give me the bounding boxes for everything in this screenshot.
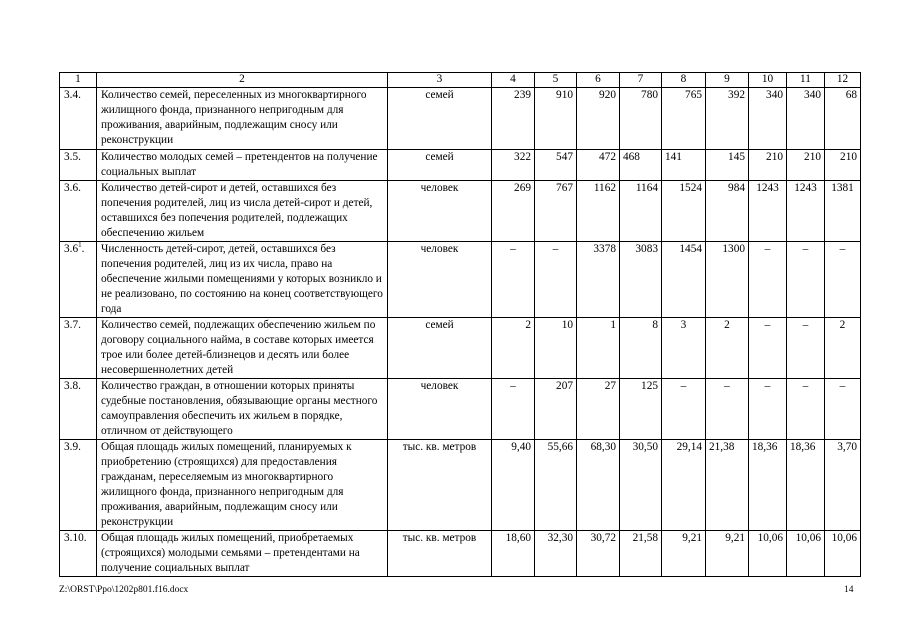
column-header: 9 [706,73,749,88]
row-number [60,318,97,379]
row-value: 1300 [706,242,749,318]
row-value: 767 [535,181,577,242]
row-value: 27 [577,379,620,440]
row-value: 392 [706,88,749,150]
row-unit: человек [388,242,492,318]
row-number-text: 3.9. [64,441,81,453]
row-value: 920 [577,88,620,150]
row-number [60,181,97,242]
row-value: – [787,242,825,318]
row-value: – [825,242,861,318]
table-row [60,181,861,242]
row-value: 3083 [620,242,662,318]
column-header: 10 [749,73,787,88]
row-value: 765 [662,88,706,150]
row-description: Количество граждан, в отношении которых приняты судебные постановления, обязывающие органы местного самоуправления обеспечить их жильем в порядке, отличном от действующего [97,379,388,440]
row-value: 21,38 [706,440,749,531]
row-value: 984 [706,181,749,242]
table-row [60,150,861,181]
column-header: 2 [97,73,388,88]
row-unit: семей [388,150,492,181]
row-value: – [492,242,535,318]
row-value: 547 [535,150,577,181]
row-value: 340 [749,88,787,150]
row-value: 1381 [825,181,861,242]
row-value: 30,50 [620,440,662,531]
row-value: – [749,242,787,318]
row-value: 468 [620,150,662,181]
row-description: Количество семей, переселенных из многоквартирного жилищного фонда, признанного непригодным для проживания, аварийным, подлежащим сносу или реконструкции [97,88,388,150]
table-row [60,531,861,577]
row-value: 30,72 [577,531,620,577]
row-value: 18,36 [749,440,787,531]
row-value: 780 [620,88,662,150]
footer-page-number: 14 [844,585,854,595]
row-value: 9,21 [662,531,706,577]
row-number-text: 3.6 [64,243,79,255]
row-value: 3378 [577,242,620,318]
row-value: – [787,318,825,379]
row-value: 2 [706,318,749,379]
row-value: 1243 [749,181,787,242]
row-value: – [749,379,787,440]
column-header: 6 [577,73,620,88]
row-number [60,88,97,150]
row-number [60,379,97,440]
row-value: – [825,379,861,440]
row-value: 21,58 [620,531,662,577]
row-value: 10,06 [825,531,861,577]
row-value: 10,06 [787,531,825,577]
row-unit: человек [388,181,492,242]
row-value: 207 [535,379,577,440]
row-value: 141 [662,150,706,181]
row-description: Общая площадь жилых помещений, планируемых к приобретению (строящихся) для предоставления гражданам, переселяемым из многоквартирного жилищного фонда, признанного непригодным для проживания, аварийным, подлежащим сносу или реконструкции [97,440,388,531]
row-value: – [535,242,577,318]
row-description: Количество молодых семей – претендентов на получение социальных выплат [97,150,388,181]
row-value: 18,36 [787,440,825,531]
row-value: 145 [706,150,749,181]
row-value: 2 [492,318,535,379]
row-value: 1164 [620,181,662,242]
row-number-tail: . [81,243,85,255]
row-value: 68 [825,88,861,150]
row-unit: тыс. кв. метров [388,531,492,577]
data-table [59,72,861,577]
row-value: 1524 [662,181,706,242]
row-description: Общая площадь жилых помещений, приобретаемых (строящихся) молодыми семьями – претендентами на получение социальных выплат [97,531,388,577]
row-value: 340 [787,88,825,150]
row-value: 68,30 [577,440,620,531]
column-header: 4 [492,73,535,88]
row-value: 1 [577,318,620,379]
column-header: 7 [620,73,662,88]
row-value: – [787,379,825,440]
table-header-row [60,73,861,88]
row-number-text: 3.4. [64,89,81,101]
row-number-text: 3.10. [64,532,87,544]
row-value: 322 [492,150,535,181]
row-value: 472 [577,150,620,181]
row-number-text: 3.7. [64,319,81,331]
row-value: 210 [749,150,787,181]
row-unit: тыс. кв. метров [388,440,492,531]
row-value: 210 [825,150,861,181]
row-value: 9,21 [706,531,749,577]
row-value: 2 [825,318,861,379]
row-number-text: 3.6. [64,182,81,194]
table-row [60,440,861,531]
row-value: 910 [535,88,577,150]
row-number [60,150,97,181]
row-number-text: 3.5. [64,151,81,163]
row-value: 32,30 [535,531,577,577]
table-row [60,318,861,379]
row-value: 55,66 [535,440,577,531]
row-value: 1454 [662,242,706,318]
row-value: 1243 [787,181,825,242]
row-value: 1162 [577,181,620,242]
row-value: 210 [787,150,825,181]
row-number-superscript: 1 [78,241,82,250]
row-value: 3 [662,318,706,379]
row-value: 18,60 [492,531,535,577]
row-description: Численность детей-сирот, детей, оставшихся без попечения родителей, лиц из их числа, право на обеспечение жилыми помещениями у которых возникло и не реализовано, по состоянию на конец соответствующего года [97,242,388,318]
row-number [60,440,97,531]
column-header: 8 [662,73,706,88]
row-value: 239 [492,88,535,150]
row-value: – [662,379,706,440]
table-row [60,88,861,150]
row-description: Количество детей-сирот и детей, оставшихся без попечения родителей, лиц из числа детей-сирот и детей, оставшихся без попечения родителей, подлежащих обеспечению жильем [97,181,388,242]
row-value: 10 [535,318,577,379]
row-value: 125 [620,379,662,440]
column-header: 1 [60,73,97,88]
column-header: 3 [388,73,492,88]
row-value: – [749,318,787,379]
row-value: 8 [620,318,662,379]
row-value: 9,40 [492,440,535,531]
row-description: Количество семей, подлежащих обеспечению жильем по договору социального найма, в составе которых имеется трое или более детей-близнецов и десять или более несовершеннолетних детей [97,318,388,379]
column-header: 11 [787,73,825,88]
column-header: 12 [825,73,861,88]
row-number [60,242,97,318]
footer-file-path: Z:\ORST\Ppo\1202p801.f16.docx [59,585,189,595]
row-unit: семей [388,88,492,150]
row-number-text: 3.8. [64,380,81,392]
row-value: 269 [492,181,535,242]
table-row [60,379,861,440]
row-value: 3,70 [825,440,861,531]
row-value: – [492,379,535,440]
row-unit: человек [388,379,492,440]
row-number [60,531,97,577]
row-value: 10,06 [749,531,787,577]
column-header: 5 [535,73,577,88]
table-row [60,242,861,318]
row-unit: семей [388,318,492,379]
row-value: 29,14 [662,440,706,531]
row-value: – [706,379,749,440]
